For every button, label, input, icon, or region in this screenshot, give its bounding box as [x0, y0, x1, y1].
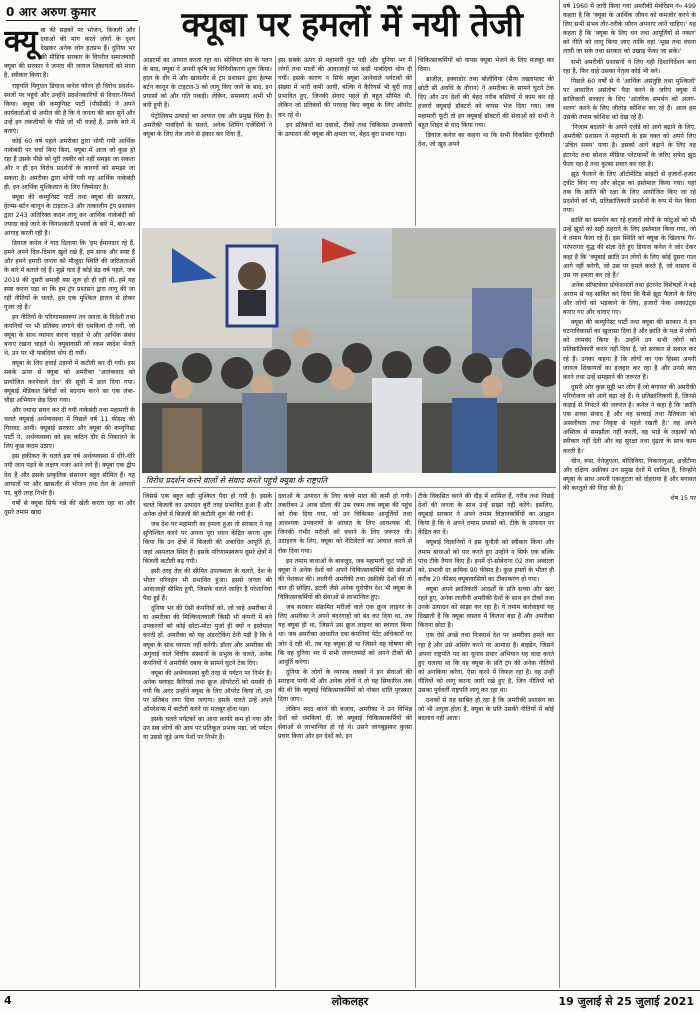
column-5 — [563, 2, 696, 988]
issue-date: 19 जुलाई से 25 जुलाई 2021 — [558, 995, 694, 1008]
paragraph: राष्ट्रपति मिगुएल डियाज कनेल फौरन ही विरोध प्रदर्शन-स्थलों पर पहुंचे और उन्होंने प्रदर्शनकारियों से विचार-विमर्श किया। क्यूबा की कम्युनिस्ट पार्टी (पीसीसी) ने अपने कार्यकर्ताओं से अपील की है कि वे जनता की बात सुनें और उन्हें इन तकलीफों के पीछे जो भी वजहें हैं, उनके बारे में बताएं। — [4, 82, 135, 136]
paragraph: डियाज कनेल ने याद दिलाया कि 'हम ईमानदार रहे हैं, हमने अपने दिल-दिमाग खुले रखे हैं, हम साफ और स्पष्ट हैं और हमने हमारी जनता को मौजूदा स्थिति की जटिलताओं के बारे में बताते रहे हैं। मुझे याद है कोई डेढ़ वर्ष पहले, जब 2019 की दूसरी छमाही बस शुरू हो ही रही थी, हमें यह स्पष्ट करना पड़ा था कि हम ट्रंप प्रशासन द्वारा लागू की जा रही नीतियों के चलते, हम एक मुश्किल हालत से होकर गुजर रहे हैं।' — [4, 240, 135, 311]
paragraph: क्यूबा के लिए हवाई उड़ानों में कटौती कर दी गयी। इस सबके ऊपर से क्यूबा को अमरीका 'आतंकवाद को प्रायोजित करनेवाले देश' की सूची में डाल दिया गया। क्यूबाई मेडिकल ब्रिगेडों को बदनाम करने का एक लंबा-चौड़ा अभियान छेड़ दिया गया। — [4, 360, 135, 404]
paragraph: वर्षों से क्यूबा सिर्फ गन्ने की खेती करता रहा था और दूसरे तमाम खाद्य — [4, 499, 135, 516]
column-2-bottom — [143, 492, 272, 988]
paragraph: इन नीतियों के परिणामस्वरूप तन जनता के विदेशी तथा कंपनियों पर भी प्रतिबंध लगाने की धमकियां दी गयीं, जो क्यूबा के साथ व्यापार करना चाहते थे और आर्थिक संबंध बनाए रखना चाहते थे। क्यूबावासी जो रकम स्वदेश भेजते थे, उन पर भी पाबंदियां थोप दी गयीं। — [4, 313, 135, 358]
column-1 — [4, 26, 135, 988]
publication-name: लोकलहर — [331, 995, 369, 1008]
column-divider — [415, 56, 416, 226]
paragraph: क्यूबा की अर्थव्यवस्था बुरी तरह से पर्यटन पर निर्भर है। अनेक फ्लाइट कैरियर्स तथा क्रूज ऑपरेटरों को धमकी दी गयी कि अगर उन्होंने क्यूबा के लिए ऑपरेट किया तो, उन पर प्रतिबंध लगा दिया जाएगा। इसके चलते उन्हें अपने ऑपरेशन्स में कटौती करने पर मजबूर होना पड़ा। — [143, 669, 272, 714]
column-3-bottom — [278, 492, 412, 988]
paragraph: दवाओं के उत्पादन के लिए कच्चे माल की कमी हो गयी। तकरीबन 2 अरब डॉलर की उस रकम तक क्यूबा की पहुंच को रोक दिया गया, जो उन चिकित्सा आपूर्तियों तथा आवश्यक उपकरणों के आयात के लिए आवश्यक थी, जिनकी गंभीर मरीजों को बचाने के लिए जरूरत थी। उदाहरण के लिए, क्यूबा को वेंटिलेटरों का आयात करने से रोक दिया गया। — [278, 493, 412, 555]
paragraph: इसके चलते पर्यटकों का आना काफी कम हो गया और उन सब लोगों की आय पर प्रतिकूल प्रभाव पड़ा, जो पर्यटन या उससे जुड़े अन्य पेशों पर निर्भर हैं। — [143, 716, 272, 742]
paragraph: पेट्रोलियम उत्पादों का आयात एक और प्रमुख चिंता है। अमरीकी पाबंदियों के चलते, अनेक शिपिंग एजेंसियों ने क्यूबा के लिए तेल लाने से इंकार कर दिया है, — [143, 112, 272, 138]
paragraph: जब सरकार संक्रमित मरीजों वाले एक क्रूज लाइनर के लिए अमरीका ने अपने बंदरगाहों को बंद कर दिया था, तब यह क्यूबा ही था, जिसने उस क्रूज लाइनर का स्वागत किया था। जब अमरीका आधारित दवा कंपनियां पेटेंट अधिकारों पर जोर दे रही थीं, तब यह क्यूबा ही था जिसने यह घोषणा की कि वह दुनिया भर में सभी जरूरतमंदों को अपने टीकों की आपूर्ति करेगा। — [278, 604, 412, 666]
news-photo — [142, 228, 556, 473]
photo-caption: विरोध प्रदर्शन करने वालों से संवाद करते पहुंचे क्यूबा के राष्ट्रपति — [142, 474, 556, 488]
paragraph: क्यूबा की कम्युनिस्ट पार्टी तथा क्यूबा की सरकार, हेल्म्स-बर्टन कानून के टाइटल-3 और तत्कालीन ट्रंप प्रशासन द्वारा 243 अतिरिक्त कदम लागू कर आर्थिक नाकेबंदी को ज्यादा कड़े जाने के विनाशकारी प्रभावों के बारे में, बार-बार आगाह करती रही है। — [4, 193, 135, 238]
column-3-top — [278, 56, 412, 226]
paragraph: जब देश पर महामारी का हमला हुआ तो सरकार ने यह सुनिश्चित करने पर अपना पूरा ध्यान केंद्रित करना शुरू किया कि उन क्षेत्रों में बिजली की अबाधित आपूर्ति हो, जहां अस्पताल स्थित हैं। इसके परिणामस्वरूप दूसरे क्षेत्रों में बिजली कटौती बढ़ गयी। — [143, 521, 272, 565]
paragraph: टीके विकसित करने की दौड़ में शामिल हैं, गरीब तथा पिछड़े देशों की जनता के साथ उन्हें साझा नहीं करेंगे। इसलिए, क्यूबाई सरकार ने अपने तमाम विज्ञानकर्मियों का आह्वान किया है कि वे अपने तमाम प्रयासों को, टीके के उत्पादन पर केंद्रित कर दें। — [418, 493, 554, 537]
continued-note: शेष 15 पर — [670, 494, 696, 502]
paragraph: चिकित्साकर्मियों को वापस क्यूबा भेजने के लिए मजबूर कर दिया। — [418, 57, 554, 74]
column-divider — [275, 56, 276, 226]
column-divider — [559, 0, 560, 988]
paragraph: पिछले 60 वर्षों से ये 'आर्थिक असंतुष्टि तथा मुश्किलों' पर आधारित असंतोष' पैदा करने के जरिए क्यूबा में क्रांतिकारी सरकार के लिए 'आंतरिक समर्थन को अलग-थलग' करने के लिए जीतोड़ कोशिश कर रहे हैं। आज हम उसकी तमाम कोशिश को देख रहे हैं। — [563, 77, 696, 122]
column-2-top — [143, 56, 272, 226]
paragraph: कोई 60 वर्ष पहले अमरीका द्वारा थोपी गयी आर्थिक नाकेबंदी पर चर्चा किए बिना, क्यूबा में आज जो कुछ हो रहा है उसके पीछे को पूरी तस्वीर को नहीं समझा जा सकता और न ही इन विरोध प्रदर्शनों के कारणों को समझा जा सकता है। अमरीका द्वारा थोपी गयी यह आर्थिक नाकेबंदी ही, इन आर्थिक मुश्किलात के लिए जिम्मेदार है। — [4, 138, 135, 191]
paragraph: क्यूबा अपने क्रांतिकारी आदर्शों के प्रति सच्चा और खरा रहते हुए, अनेक लातीनी अमरीकी देशों के साथ इन टीकों तथा उनके उत्पादन को साझा कर रहा है। ये तमाम कार्रवाइयां यह दिखाती हैं कि क्यूबा वास्तव में कितना बड़ा है और अमरीका कितना छोटा है। — [418, 585, 554, 630]
column-divider — [275, 492, 276, 988]
paragraph: ब्राजील, इक्वाडोर तथा बोलीविया (सैन्य तख्तापलट की छोटी सी अवधि के दौरान) ने अमरीका के सामने घुटने टेक दिए और उन देशों की बेहद गरीब बस्तियों में काम कर रहे हजारों क्यूबाई डॉक्टरों को वापस भेज दिया गया। जब महामारी फूटी तो इन क्यूबाई डॉक्टरों की सेवाओं को सभी ने बहुत शिद्दत से याद किया गया। — [418, 76, 554, 129]
paragraph: 'निजाम बदलने' के अपने एजेंडे को आगे बढ़ाने के लिए, अमरीकी प्रशासन ने महामारी के इस वक्त को अपने लिए 'उचित समय' पाया है। इसको आगे बढ़ाने के लिए वह इंटरनेट तथा सोशल मीडिया प्लेटफार्मों के जरिए सफेद झूठ फैला रहा है तथा कुत्सा प्रचार कर रहा है। — [563, 124, 696, 168]
paragraph: दूसरी ओर कुछ मुट्ठी भर लोग हैं जो बगावत की अमरीकी परियोजना को आगे बढ़ा रहे हैं। ये प्रतिक्रांतिकारी हैं, जिनसे कड़ाई से निपटने की जरूरत है। कनेल ने कहा है कि 'क्रांति एक सच्चा संवाद है और वह सच्चाई तथा नैतिकता को असलीयता तथा निकृष्ट से पहले रखती है।' वह अपने अस्तित्व से समझौता नहीं करती, वह भाड़े के लड़ाकों को स्वीकार नहीं देती और वह सुरक्षा तथा दृढ़ता के साथ काम करती है।' — [563, 383, 696, 455]
paragraph: बा की सड़कों पर भोजन, बिजली और दवाओं की मांग करते लोगों के दृश्य देखकर अनेक लोग हतप्रभ हैं। दुनिया भर की मीडिया सरकार के विपरीत समाजवादी क्यूबा की सरकार ने जनता की जायज शिकायतों को माना है, स्वीकार किया है। — [4, 27, 135, 80]
paragraph: दुनिया के लोगों के व्यापक तबकों ने इन सेवाओं की सराहना पायी थी और अनेक लोगों ने तो यह सिफारिश तक की थी कि क्यूबाई चिकित्साकर्मियों को नोबल शांति पुरस्कार दिया जाए। — [278, 668, 412, 704]
paragraph: दशकों से यह साबित हो रहा है कि अमरीकी प्रशासन का जो भी अगुवा होता है, क्यूबा के प्रति उसकी नीतियों में कोई बदलाव नहीं आता। — [418, 697, 554, 723]
footer-rule — [0, 990, 700, 991]
paragraph: क्यूबाई विज्ञानियों ने इस चुनौती को स्वीकार किया और तमाम बाधाओं को पार करते हुए उन्होंने न सिर्फ एक बल्कि पांच टीके तैयार किए हैं। इनमें दो-सोबेराना 02 तथा अब्दाला को, प्रभावी दर क्रमिक 90 फीसद है। कुछ हफ्तों के भीतर ही करीब 20 फीसद क्यूबावासियों का टीकाकरण हो गया। — [418, 539, 554, 583]
author-byline: 0 आर अरुण कुमार — [6, 5, 96, 19]
column-divider — [139, 26, 140, 988]
paragraph: डियाज कनेल का कहना था कि सभी विकसित पूंजीवादी देश, जो खुद अपने — [418, 131, 554, 148]
column-4-bottom — [418, 492, 554, 988]
paragraph: इस सबके ऊपर से महामारी फूट पड़ी और दुनिया भर में लोगों तथा मालों की आवाजाही पर कड़ी पाबंदियां थोप दी गयीं। इसके कारण न सिर्फ क्यूबा आनेवाले पर्यटकों की संख्या में भारी कमी आयी, बल्कि ये कैरियर्स भी बुरी तरह प्रभावित हुए, जिनकी सेवाएं पहले ही बहुत सीमित थी, लेकिन जो प्रतिबंधों की परवाह किए क्यूबा के लिए ऑपरेट कर रहे थे। — [278, 57, 412, 119]
paragraph: जिससे एक बहुत बड़ी मुश्किल पैदा हो गयी है। इसके चलते बिजली का उत्पादन बुरी तरह प्रभावित हुआ है और अनेक क्षेत्रों में बिजली की कटौती शुरू की गयी है। — [143, 493, 272, 519]
paragraph: क्यूबा की कम्युनिस्ट पार्टी तथा क्यूबा की सरकार ने इन घटनाविकासों का खुलासा दिया है और क्रांति के पक्ष में लोगों को लामबंद किया है। उन्होंने उन सभी लोगों को प्रतिक्रांतिकारी करार नहीं दिया है, जो सरकार से सवाल कर रहे हैं। उनका कहना है कि लोगों का एक हिस्सा अपनी जायज शिकायतों का इजहार कर रहा है और उनसे बात करने तथा उन्हें समझाने की जरूरत है। — [563, 319, 696, 381]
paragraph: लेकिन मदद करने की बजाय, अमरीका ने उन विभिन्न देशों को धमकियां दीं, जो क्यूबाई चिकित्साकर्मियों की सेवाओं से लाभान्वित हो रहे थे। उसने जानबूझकर कुत्सा प्रचार किया और इन देशों को, इन — [278, 706, 412, 741]
paragraph: वर्ष 1960 में जारी किया गया अमरीकी मेमोरेंडम नं० 499 कहता है कि 'क्यूबा के आर्थिक जीवन को कमजोर करने के लिए सभी संभव तौर-तरीके फौरन अपनाए जाने चाहिए।' यह कहता है कि 'क्यूबा के लिए धन तथा आपूर्तियों से नकार' को नीति को लागू किया जाए ताकि वहां 'भूख तथा वंचना लायी जा सके तथा सरकार को उखाड़ फेंका जा सके।' — [563, 3, 696, 56]
byline-rule — [6, 20, 138, 21]
paragraph: इस हकीकत के चलते इस वर्ष अर्थव्यवस्था में धीरे-धीरे नयी जान पड़ने के लक्षण नजर आने लगे हैं। क्यूबा एक द्वीप देश है और इसके प्राकृतिक संसाधन बहुत सीमित हैं। वह आयातों पर और खासतौर से भोजन तथा तेल के आयातों पर, बुरी तरह निर्भर है। — [4, 453, 135, 497]
page-number: 4 — [4, 994, 12, 1007]
paragraph: क्रांति का समर्थन कर रहे हजारों लोगों के फोटुओं को भी उन्हें झूठों को सही ठहराने के लिए इस्तेमाल किया गया, जो वे तमाम फैला रहे हैं। इस स्थिति को क्यूबा के खिलाफ गैर-परंपरागत युद्ध की संज्ञा देते हुए डियाज कनेल ने जोर देकर कहा है कि 'क्यूबाई क्रांति उन लोगों के लिए कोई दूसरा गाल आगे नहीं करेगी, जो उस पर हमले करते हैं, जो वास्तव में उस पर हमला कर रहे हैं।' — [563, 217, 696, 279]
paragraph: इन प्रतिबंधों का दबावों, टीकों तथा चिकित्सा उपकरणों के उत्पादन की क्यूबा की क्षमता पर, बेहद बुरा प्रभाव पड़ा। — [278, 121, 412, 138]
paragraph: सभी अमरीकी प्रशासनों ने लिए यही दिशानिर्देशन बना रहा है, फिर चाहे उसका नेतृत्व कोई भी करे। — [563, 58, 696, 75]
paragraph: चीन, रूस, वेनेजुएला, बोलिविया, निकारागुआ, अर्जेंटीना और दक्षिण अफ्रीका उन प्रमुख देशों में शामिल हैं, जिन्होंने क्यूबा के साथ अपनी एकजुटता को दोहराया है और बगावत की करतूतों की निंदा की है। — [563, 457, 696, 492]
crowd-photo-image — [142, 228, 556, 473]
paragraph: दुनिया भर की ऐसी कंपनियों को, जो चाहे अमरीका में या अमरीका की मिल्कियतवाली किसी भी कंपनी में बने उपकरणों को कोई छोटा-मोटा पुर्जा ही क्यों न इस्तेमाल करती हों, अमरीका को यह अंडरटेकिंग देनी पड़ी है कि वे क्यूबा के साथ व्यापार नहीं करेंगी। डॉलर और अमरीका की अगुवाई वाले वित्तीय संस्थानों के प्रभुत्व के चलते, अनेक कंपनियों ने अमरीकी दबाव के सामने घुटने टेक दिए। — [143, 605, 272, 667]
paragraph: झूठ फैलाने के लिए ऑटोमेटिड साइटों से हजारों-हजार ट्वीट किए गए और बोट्स का इस्तेमाल किया गया। यहां तक कि क्रांति की रक्षा के लिए आयोजित किए जा रहे प्रदर्शनों को भी, प्रतिक्रांतिकारी प्रदर्शनों के रूप में पेश किया गया। — [563, 170, 696, 215]
paragraph: आइटमों का आयात करता रहा था। सोवियत संघ के पतन के बाद, क्यूबा ने अपनी कृषि का विविधीकरण शुरू किया। हाल के दौर में और खासतौर से ट्रंप प्रशासन द्वारा हेल्म्स बर्टन कानून के टाइटल-3 को लागू किए जाने के बाद, इन प्रयासों को और गति पकड़ी। लेकिन, समस्याएं अभी भी बनी हुयी हैं। — [143, 57, 272, 110]
paragraph: एक ऐसे अच्छे तथा निःस्वार्थ देश पर अमरीका हमले कर रहा है और उसे अस्थिर करने पर आमादा है। बाइडेन, जिसने अपना राष्ट्रपति पद का चुनाव प्रचार अभियान यह वादा करते हुए चलाया था कि वह क्यूबा के प्रति ट्रंप की अनेक नीतियों को अनकिया करेगा, ऐसा करने में विफल रहा है। वह उन्हीं नीतियों को लागू करना जारी रखे हुए है, जिन नीतियों को उसका पूर्ववर्ती राष्ट्रपति लागू कर रहा था। — [418, 632, 554, 694]
paragraph: इसी तरह तेल की सीमित उपलब्धता के चलते, देश के भीतर परिवहन भी प्रभावित हुआ। इससे जनता की आवाजाही सीमित हुयी, जिसके चलते जाहिर है परेशानियां पैदा हुई हैं। — [143, 567, 272, 603]
paragraph: और ज्यादा सघन कर दी गयी नाकेबंदी तथा महामारी के चलते क्यूबाई अर्थव्यवस्था में पिछले वर्ष 11 फीसद की गिरावट आयी। क्यूबाई सरकार और क्यूबा की कम्युनिस्ट पार्टी ने, अर्थव्यवस्था को इस कठिन दौर से निकालने के लिए कुछ कदम उठाए। — [4, 406, 135, 451]
column-divider — [415, 492, 416, 988]
drop-cap: क्यू — [4, 26, 38, 59]
paragraph: इन तमाम बाधाओं के बावजूद, जब महामारी फूट पड़ी तो क्यूबा ने अनेक देशों को अपने चिकित्साकर्मियों की सेवाओं की पेशकश की। लातीनी अमरीकी तथा अफ्रीकी देशों की तो बात ही छोड़िए, इटली जैसे अनेक यूरोपीय देश भी क्यूबा के चिकित्साकर्मियों की सेवाओं से लाभान्वित हुए। — [278, 557, 412, 602]
paragraph: अनेक सॉफ्टवेयर प्रोफेशनलों तथा इंटरनेट विशेषज्ञों ने बड़े आराम से यह साबित कर दिया कि कैसे झूठ फैलाने के लिए और लोगों को भड़काने के लिए, हजारों फेक अकाउंट्स बनाए गए और चलाए गए। — [563, 281, 696, 317]
column-4-top — [418, 56, 554, 226]
page-headline: क्यूबा पर हमलों में नयी तेजी — [181, 5, 523, 45]
